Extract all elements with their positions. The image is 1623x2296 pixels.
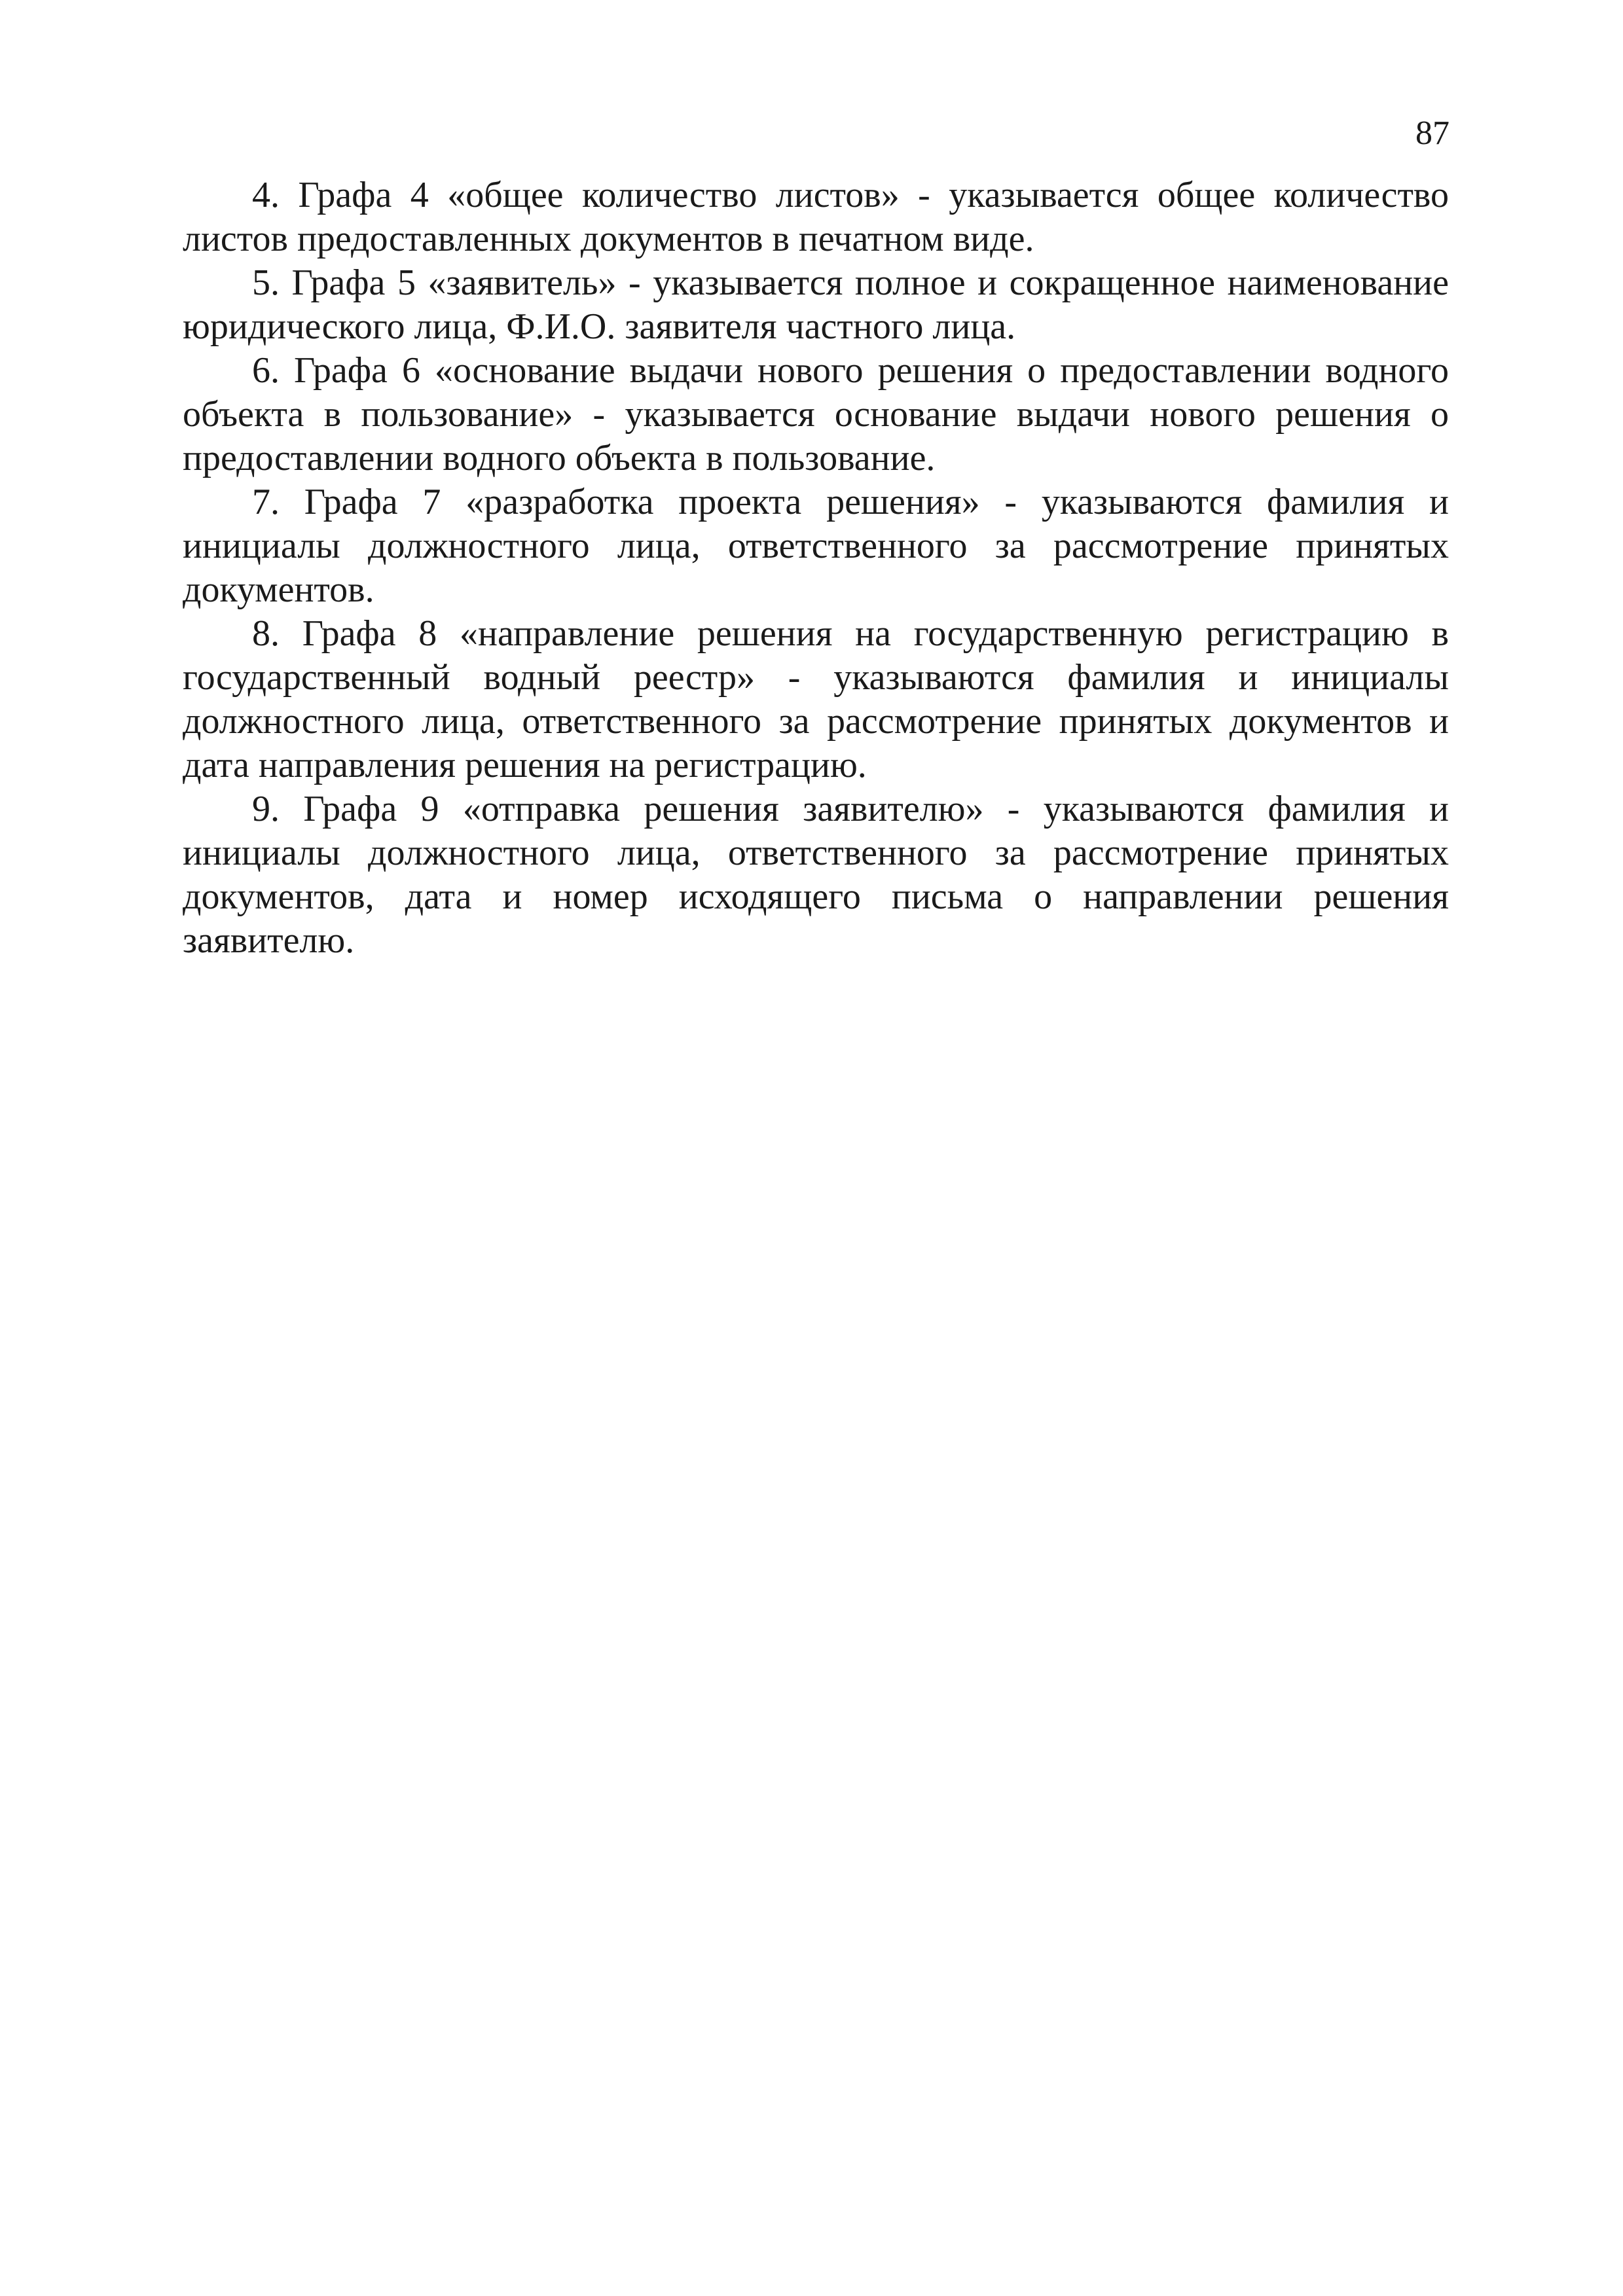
page-number: 87 (1415, 115, 1450, 152)
paragraph-item-5: 5. Графа 5 «заявитель» - указывается полное и сокращенное наименование юридического лица, Ф.И.О. заявителя частного лица. (183, 262, 1449, 347)
paragraph-item-9: 9. Графа 9 «отправка решения заявителю» - указываются фамилия и инициалы должностного лица, ответственного за рассмотрение принятых документов, дата и номер исходящего письма о направлении решения заявителю. (183, 789, 1449, 961)
paragraph-item-4: 4. Графа 4 «общее количество листов» - указывается общее количество листов предоставленных документов в печатном виде. (183, 175, 1449, 259)
document-body (183, 173, 1449, 963)
paragraph-item-6: 6. Графа 6 «основание выдачи нового решения о предоставлении водного объекта в пользование» - указывается основание выдачи нового решения о предоставлении водного объекта в пользование. (183, 350, 1449, 478)
paragraph-item-8: 8. Графа 8 «направление решения на государственную регистрацию в государственный водный реестр» - указываются фамилия и инициалы должностного лица, ответственного за рассмотрение принятых документов и дата направления решения на регистрацию. (183, 613, 1449, 785)
paragraph-item-7: 7. Графа 7 «разработка проекта решения» - указываются фамилия и инициалы должностного лица, ответственного за рассмотрение принятых документов. (183, 482, 1449, 610)
